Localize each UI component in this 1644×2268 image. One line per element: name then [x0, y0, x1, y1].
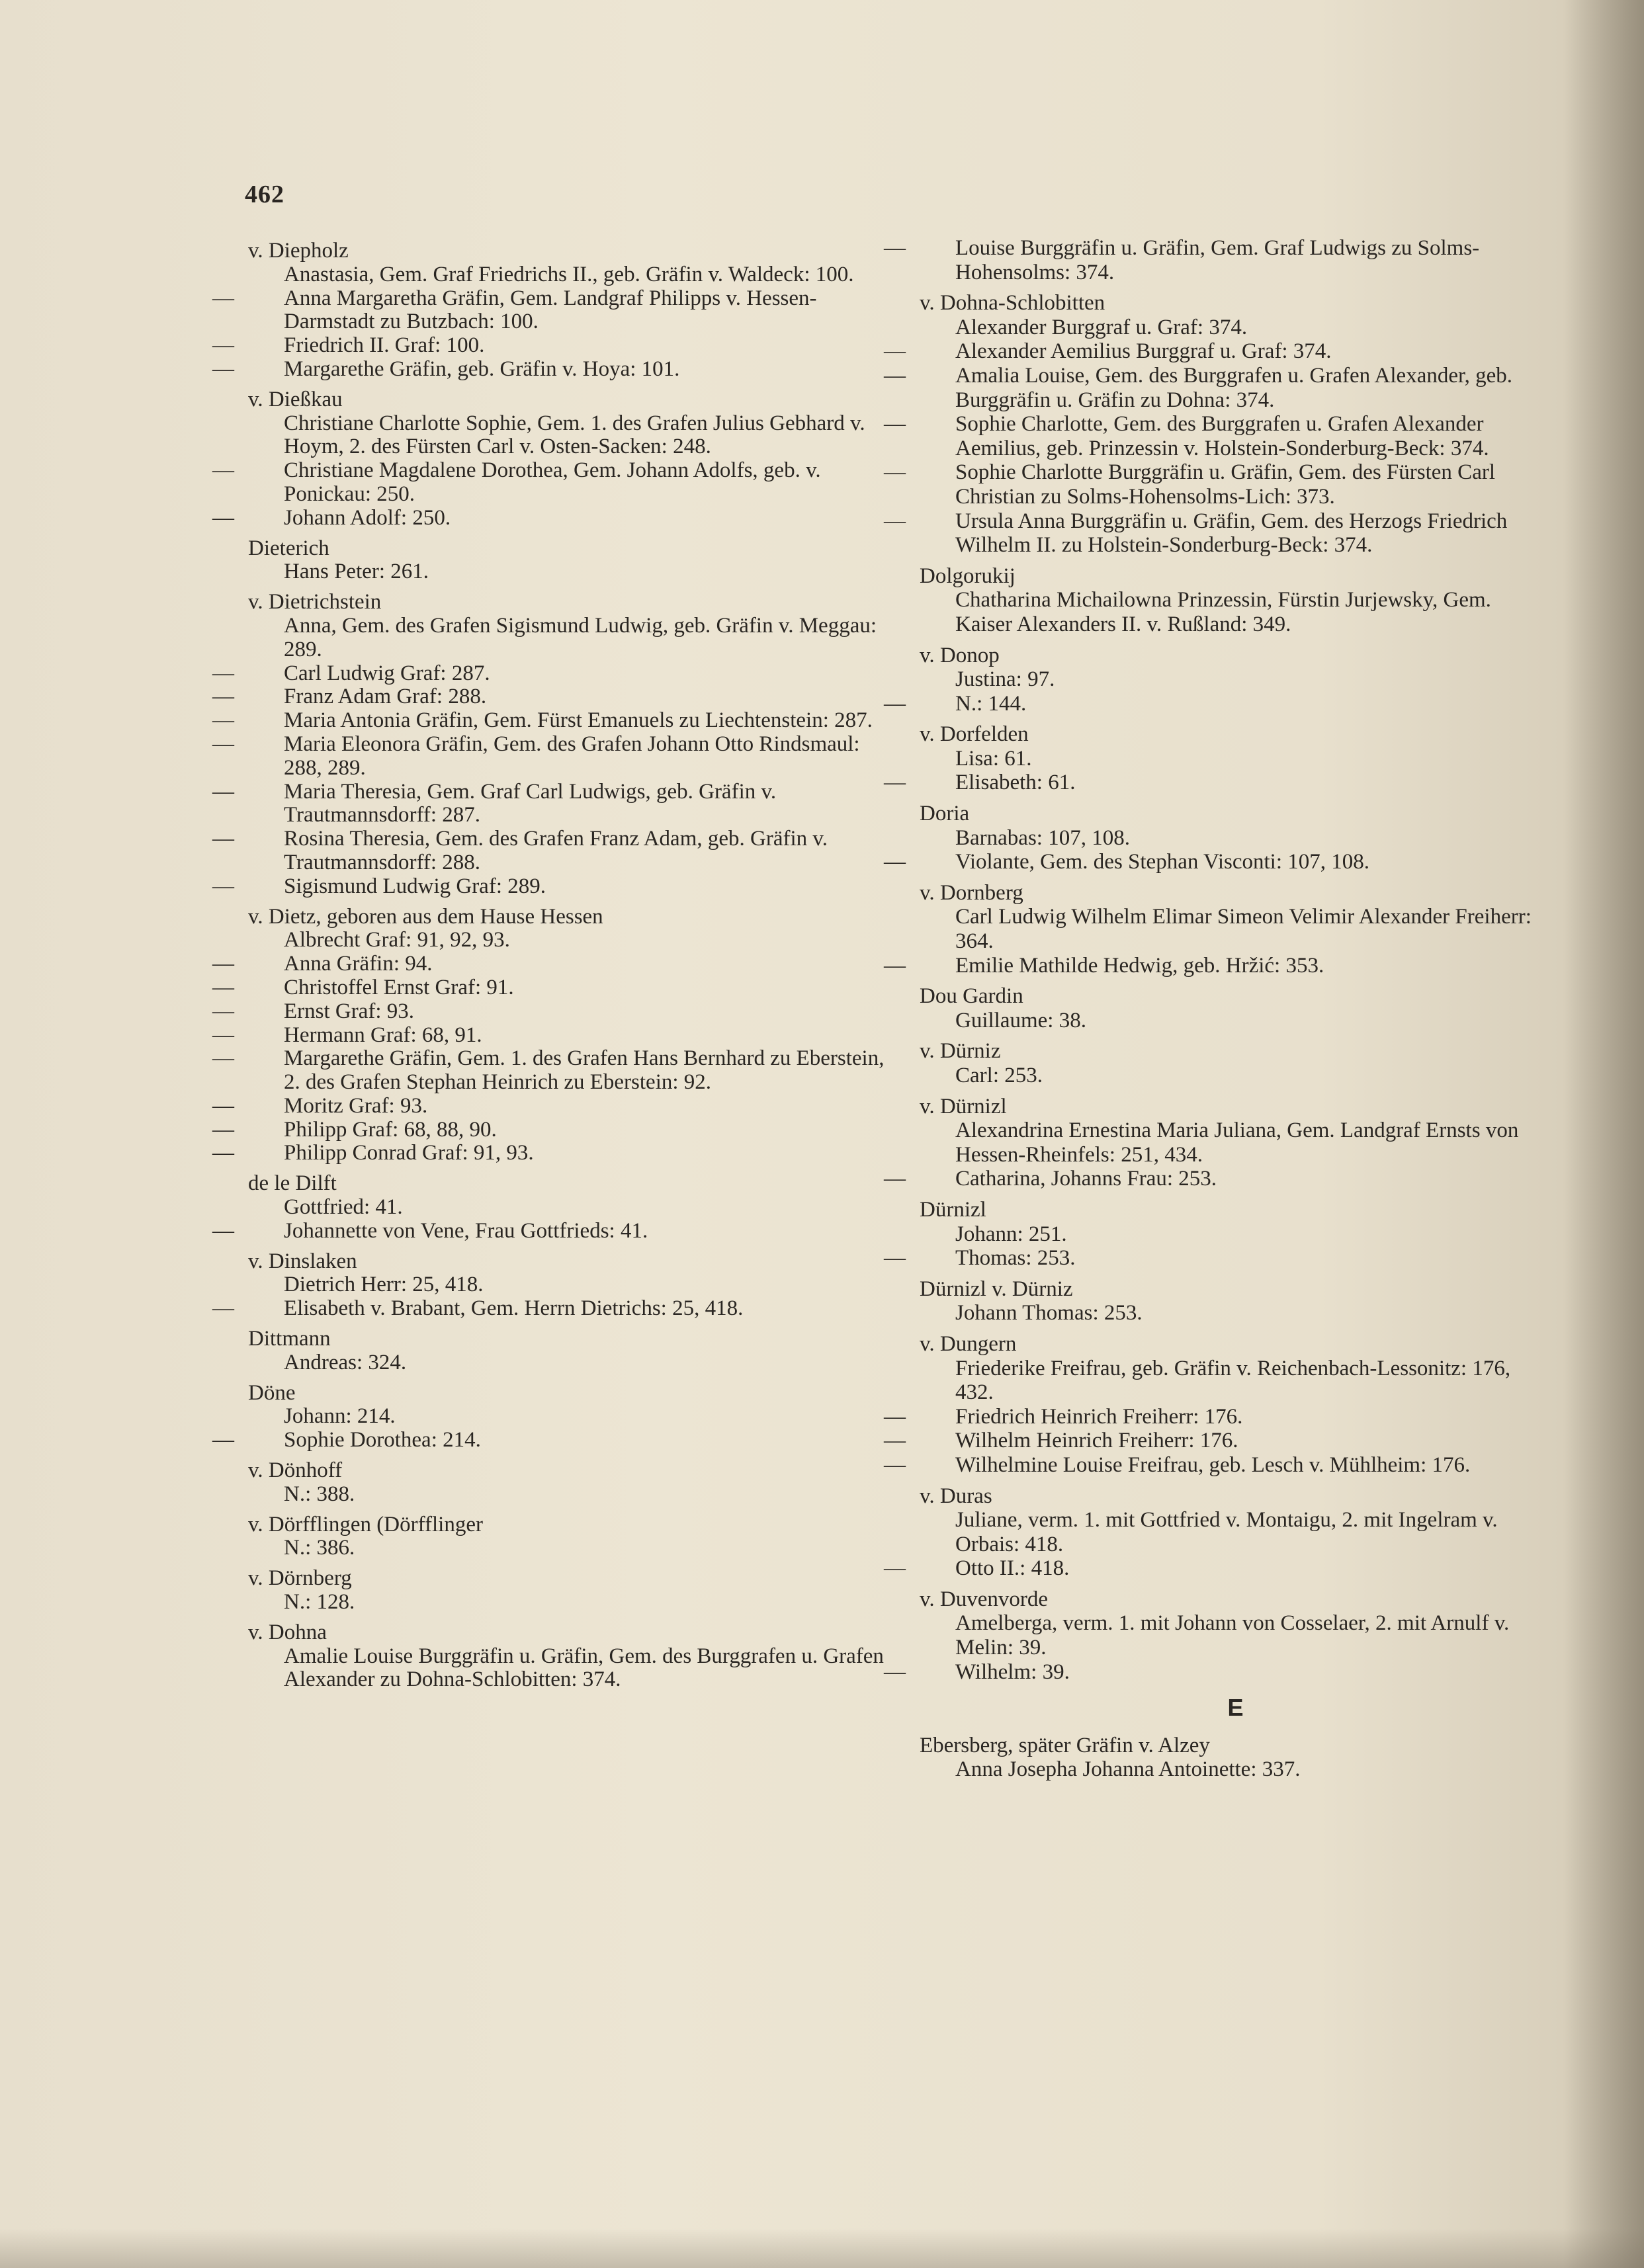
- entry-text: Moritz Graf: 93.: [284, 1093, 428, 1118]
- entry-heading: v. Dinslaken: [248, 1249, 357, 1273]
- entry-subline: [884, 363, 1551, 412]
- dash-marker: —: [884, 771, 906, 795]
- index-entry: [920, 1039, 1551, 1087]
- entry-heading: Dolgorukij: [920, 564, 1016, 588]
- index-entry: [884, 1197, 1551, 1271]
- dash-marker: —: [212, 1093, 234, 1118]
- entry-heading: v. Diepholz: [248, 239, 349, 263]
- entry-heading: v. Dießkau: [248, 387, 343, 411]
- entry-subline: [884, 850, 1551, 874]
- entry-subline: [884, 236, 1551, 284]
- entry-text: Carl: 253.: [955, 1064, 1043, 1087]
- index-entry: [212, 1171, 900, 1243]
- entry-subline: [212, 779, 900, 828]
- entry-subline: [212, 1046, 900, 1095]
- entry-subline: [212, 333, 900, 358]
- entry-subline: [248, 412, 900, 460]
- entry-subline: [248, 560, 900, 584]
- entry-heading: v. Dungern: [920, 1331, 1017, 1356]
- entry-heading: Doria: [920, 802, 970, 826]
- entry-text: Lisa: 61.: [955, 746, 1032, 771]
- index-entry: [884, 880, 1551, 978]
- entry-text: Amelberga, verm. 1. mit Johann von Cosselaer, 2. mit Arnulf v. Melin: 39.: [955, 1611, 1510, 1660]
- page-bottom-shadow: [0, 2228, 1644, 2268]
- entry-subline: [884, 1659, 1551, 1685]
- entry-subline: [920, 1611, 1551, 1659]
- dash-marker: —: [884, 236, 906, 260]
- entry-text: Friedrich Heinrich Freiherr: 176.: [955, 1404, 1243, 1429]
- entry-heading: v. Duras: [920, 1484, 992, 1508]
- page-number: 462: [245, 181, 284, 208]
- index-entry: [884, 1484, 1551, 1581]
- dash-marker: —: [884, 363, 906, 388]
- entry-text: Anna Josepha Johanna Antoinette: 337.: [955, 1757, 1301, 1782]
- entry-heading: Dieterich: [248, 536, 329, 560]
- entry-text: Rosina Theresia, Gem. des Grafen Franz Adam, geb. Gräfin v. Trautmannsdorff: 288.: [284, 827, 828, 874]
- index-entry: [884, 1331, 1551, 1478]
- entry-subline: [248, 1196, 900, 1220]
- entry-text: Ernst Graf: 93.: [284, 999, 415, 1023]
- dash-marker: —: [212, 1218, 234, 1243]
- dash-marker: —: [884, 1404, 906, 1429]
- section-letter: E: [1227, 1694, 1244, 1722]
- index-entry: [248, 537, 900, 585]
- entry-text: Violante, Gem. des Stephan Visconti: 107, 108.: [955, 850, 1370, 874]
- entry-heading: de le Dilft: [248, 1171, 337, 1196]
- entry-subline: [212, 952, 900, 976]
- entry-text: Sigismund Ludwig Graf: 289.: [284, 874, 546, 898]
- entry-subline: [884, 1246, 1551, 1271]
- entry-text: Johannette von Vene, Frau Gottfrieds: 41.: [284, 1218, 648, 1243]
- entry-subline: [212, 1141, 900, 1165]
- entry-subline: [248, 1591, 900, 1615]
- entry-heading: v. Duvenvorde: [920, 1587, 1048, 1611]
- entry-text: Otto II.: 418.: [955, 1556, 1070, 1581]
- dash-marker: —: [884, 339, 906, 364]
- entry-heading: Dou Gardin: [920, 984, 1023, 1009]
- entry-subline: [248, 614, 900, 662]
- left-column: [212, 239, 900, 1699]
- entry-subline: [920, 1222, 1551, 1247]
- entry-subline: [248, 1483, 900, 1507]
- entry-text: Anna, Gem. des Grafen Sigismund Ludwig, geb. Gräfin v. Meggau: 289.: [284, 613, 877, 661]
- entry-subline: [920, 1757, 1551, 1782]
- entry-text: Elisabeth v. Brabant, Gem. Herrn Dietrichs: 25, 418.: [284, 1296, 744, 1321]
- entry-subline: [920, 1357, 1551, 1405]
- dash-marker: —: [884, 1429, 906, 1453]
- index-entry: [248, 1621, 900, 1692]
- entry-subline: [920, 1009, 1551, 1033]
- entry-text: N.: 144.: [955, 691, 1027, 716]
- entry-subline: [920, 747, 1551, 771]
- dash-marker: —: [212, 1296, 234, 1321]
- entry-text: Maria Theresia, Gem. Graf Carl Ludwigs, geb. Gräfin v. Trautmannsdorff: 287.: [284, 779, 777, 827]
- entry-text: Philipp Conrad Graf: 91, 93.: [284, 1141, 534, 1165]
- entry-subline: [212, 458, 900, 507]
- entry-subline: [920, 1508, 1551, 1556]
- entry-text: Hermann Graf: 68, 91.: [284, 1023, 482, 1047]
- entry-text: Sophie Dorothea: 214.: [284, 1428, 481, 1452]
- entry-subline: [212, 357, 900, 382]
- entry-subline: [212, 661, 900, 686]
- page-edge-shadow: [1565, 0, 1644, 2268]
- entry-text: Johann: 251.: [955, 1222, 1067, 1246]
- dash-marker: —: [212, 827, 234, 851]
- dash-marker: —: [884, 1659, 906, 1684]
- index-entry: [920, 564, 1551, 637]
- entry-heading: v. Dornberg: [920, 880, 1023, 905]
- dash-marker: —: [212, 685, 234, 709]
- dash-marker: —: [884, 1452, 906, 1477]
- index-entry: [212, 239, 900, 382]
- entry-subline: [920, 826, 1551, 851]
- entry-text: Dietrich Herr: 25, 418.: [284, 1273, 484, 1297]
- entry-subline: [920, 905, 1551, 953]
- index-entry: [920, 1734, 1551, 1782]
- entry-subline: [884, 1167, 1551, 1191]
- entry-heading: v. Dietrichstein: [248, 590, 382, 614]
- entry-subline: [884, 1452, 1551, 1478]
- entry-text: Alexandrina Ernestina Maria Juliana, Gem. Landgraf Ernsts von Hessen-Rheinfels: 251, 434.: [955, 1118, 1519, 1167]
- entry-subline: [212, 1218, 900, 1243]
- entry-text: Gottfried: 41.: [284, 1195, 403, 1220]
- entry-heading: v. Dönhoff: [248, 1458, 343, 1483]
- entry-text: Johann Thomas: 253.: [955, 1301, 1143, 1325]
- dash-marker: —: [884, 691, 906, 716]
- entry-text: Wilhelmine Louise Freifrau, geb. Lesch v. Mühlheim: 176.: [955, 1452, 1471, 1477]
- entry-subline: [212, 1023, 900, 1048]
- entry-text: Justina: 97.: [955, 667, 1055, 692]
- entry-heading: v. Donop: [920, 643, 1000, 667]
- entry-subline: [884, 1404, 1551, 1429]
- entry-subline: [884, 1556, 1551, 1581]
- entry-subline: [248, 1351, 900, 1375]
- entry-heading: v. Dürnizl: [920, 1094, 1007, 1118]
- index-entry: [884, 1587, 1551, 1684]
- entry-text: Friederike Freifrau, geb. Gräfin v. Reichenbach-Lessonitz: 176, 432.: [955, 1356, 1511, 1405]
- index-entry: [248, 1567, 900, 1615]
- entry-heading: Dürnizl v. Dürniz: [920, 1277, 1073, 1301]
- entry-text: Louise Burggräfin u. Gräfin, Gem. Graf Ludwigs zu Solms-Hohensolms: 374.: [955, 236, 1480, 284]
- entry-subline: [920, 588, 1551, 636]
- dash-marker: —: [212, 779, 234, 804]
- entry-text: Maria Eleonora Gräfin, Gem. des Grafen Johann Otto Rindsmaul: 288, 289.: [284, 732, 860, 780]
- entry-subline: [884, 771, 1551, 795]
- entry-text: Thomas: 253.: [955, 1246, 1076, 1271]
- index-entry: [884, 722, 1551, 795]
- entry-text: Alexander Aemilius Burggraf u. Graf: 374.: [955, 339, 1332, 364]
- entry-subline: [212, 874, 900, 899]
- entry-text: Ursula Anna Burggräfin u. Gräfin, Gem. des Herzogs Friedrich Wilhelm II. zu Holstein-Sonderburg-Beck: 374.: [955, 509, 1508, 558]
- dash-marker: —: [212, 1117, 234, 1142]
- index-entry: [212, 1380, 900, 1452]
- entry-heading: Döne: [248, 1380, 296, 1405]
- entry-subline: [884, 1429, 1551, 1453]
- dash-marker: —: [884, 1556, 906, 1581]
- dash-marker: —: [212, 732, 234, 756]
- entry-heading: v. Dörfflingen (Dörfflinger: [248, 1512, 483, 1536]
- entry-heading: v. Dietz, geboren aus dem Hause Hessen: [248, 904, 603, 929]
- index-entry: [884, 802, 1551, 874]
- dash-marker: —: [212, 874, 234, 898]
- entry-subline: [212, 999, 900, 1024]
- entry-subline: [212, 732, 900, 780]
- entry-subline: [884, 509, 1551, 558]
- dash-marker: —: [884, 509, 906, 533]
- dash-marker: —: [884, 412, 906, 437]
- index-entry: [248, 1513, 900, 1561]
- entry-text: Catharina, Johanns Frau: 253.: [955, 1167, 1217, 1191]
- entry-text: Christiane Magdalene Dorothea, Gem. Johann Adolfs, geb. v. Ponickau: 250.: [284, 458, 821, 506]
- index-entry: [920, 984, 1551, 1032]
- entry-text: Sophie Charlotte, Gem. des Burggrafen u. Grafen Alexander Aemilius, geb. Prinzessin v. Holstein-Sonderburg-Beck: 374.: [955, 412, 1489, 460]
- dash-marker: —: [884, 1246, 906, 1271]
- index-entry: [212, 1249, 900, 1321]
- entry-subline: [920, 1118, 1551, 1167]
- entry-subline: [212, 1428, 900, 1452]
- entry-text: Franz Adam Graf: 288.: [284, 685, 487, 709]
- entry-text: Anastasia, Gem. Graf Friedrichs II., geb. Gräfin v. Waldeck: 100.: [284, 262, 854, 286]
- entry-text: Juliane, verm. 1. mit Gottfried v. Montaigu, 2. mit Ingelram v. Orbais: 418.: [955, 1508, 1498, 1556]
- entry-text: Wilhelm Heinrich Freiherr: 176.: [955, 1429, 1238, 1453]
- index-entry: [212, 387, 900, 530]
- entry-subline: [884, 412, 1551, 460]
- entry-subline: [212, 286, 900, 335]
- section-entries: [920, 1734, 1551, 1782]
- entry-subline: [920, 315, 1551, 340]
- entry-subline: [920, 1301, 1551, 1325]
- entry-text: Wilhelm: 39.: [955, 1659, 1070, 1684]
- entry-heading: v. Dörnberg: [248, 1566, 352, 1591]
- index-entry: [920, 1277, 1551, 1325]
- entry-heading: Dittmann: [248, 1327, 331, 1351]
- entry-subline: [212, 505, 900, 530]
- entry-text: Albrecht Graf: 91, 92, 93.: [284, 928, 510, 952]
- entry-subline: [212, 1093, 900, 1118]
- entry-text: Friedrich II. Graf: 100.: [284, 333, 485, 358]
- index-entry: [212, 904, 900, 1166]
- entry-heading: v. Dorfelden: [920, 722, 1029, 747]
- entry-heading: Dürnizl: [920, 1197, 986, 1222]
- dash-marker: —: [212, 952, 234, 976]
- entry-text: Johann Adolf: 250.: [284, 505, 451, 530]
- dash-marker: —: [212, 458, 234, 483]
- entry-text: Christiane Charlotte Sophie, Gem. 1. des Grafen Julius Gebhard v. Hoym, 2. des Fürsten Carl v. Osten-Sacken: 248.: [284, 411, 865, 459]
- entry-text: Hans Peter: 261.: [284, 560, 429, 584]
- entry-text: N.: 388.: [284, 1482, 355, 1506]
- entry-subline: [884, 339, 1551, 364]
- dash-marker: —: [212, 975, 234, 999]
- entry-subline: [248, 1645, 900, 1693]
- entry-subline: [248, 929, 900, 952]
- entry-text: N.: 128.: [284, 1590, 355, 1615]
- entry-text: Amalia Louise, Gem. des Burggrafen u. Grafen Alexander, geb. Burggräfin u. Gräfin zu Dohna: 374.: [955, 363, 1513, 412]
- entry-heading: v. Dürniz: [920, 1039, 1001, 1064]
- entry-text: Margarethe Gräfin, Gem. 1. des Grafen Hans Bernhard zu Eberstein, 2. des Grafen Stephan Heinrich zu Eberstein: 92.: [284, 1046, 885, 1095]
- dash-marker: —: [212, 1428, 234, 1452]
- entry-subline: [212, 1117, 900, 1142]
- index-entry: [884, 1094, 1551, 1191]
- dash-marker: —: [212, 357, 234, 381]
- index-entry: [884, 236, 1551, 284]
- entry-text: Emilie Mathilde Hedwig, geb. Hržić: 353.: [955, 953, 1324, 978]
- entry-text: Philipp Graf: 68, 88, 90.: [284, 1117, 497, 1142]
- entry-text: Maria Antonia Gräfin, Gem. Fürst Emanuels zu Liechtenstein: 287.: [284, 708, 873, 733]
- entry-subline: [884, 953, 1551, 978]
- entry-text: Guillaume: 38.: [955, 1008, 1086, 1032]
- dash-marker: —: [884, 1167, 906, 1191]
- entry-heading: v. Dohna-Schlobitten: [920, 291, 1105, 315]
- index-entry: [212, 590, 900, 898]
- right-column-entries: [884, 236, 1551, 1684]
- entry-subline: [248, 263, 900, 287]
- entry-text: Anna Margaretha Gräfin, Gem. Landgraf Philipps v. Hessen-Darmstadt zu Butzbach: 100.: [284, 286, 817, 334]
- entry-subline: [212, 685, 900, 709]
- index-entry: [248, 1327, 900, 1375]
- entry-subline: [212, 1296, 900, 1321]
- entry-text: Barnabas: 107, 108.: [955, 825, 1130, 850]
- dash-marker: —: [212, 1141, 234, 1165]
- dash-marker: —: [212, 1046, 234, 1071]
- entry-subline: [212, 975, 900, 1000]
- entry-text: Elisabeth: 61.: [955, 771, 1076, 795]
- entry-text: Andreas: 324.: [284, 1350, 407, 1374]
- entry-subline: [920, 667, 1551, 692]
- entry-text: Amalie Louise Burggräfin u. Gräfin, Gem. des Burggrafen u. Grafen Alexander zu Dohna-Schlobitten: 374.: [284, 1644, 884, 1692]
- entry-subline: [884, 691, 1551, 716]
- entry-heading: Ebersberg, später Gräfin v. Alzey: [920, 1733, 1210, 1757]
- entry-text: Christoffel Ernst Graf: 91.: [284, 975, 514, 999]
- dash-marker: —: [212, 661, 234, 685]
- index-entry: [884, 643, 1551, 716]
- entry-text: Anna Gräfin: 94.: [284, 952, 433, 976]
- dash-marker: —: [212, 999, 234, 1023]
- entry-text: Carl Ludwig Wilhelm Elimar Simeon Velimir Alexander Freiherr: 364.: [955, 905, 1532, 954]
- entry-subline: [248, 1405, 900, 1429]
- dash-marker: —: [212, 333, 234, 358]
- dash-marker: —: [884, 850, 906, 874]
- dash-marker: —: [212, 708, 234, 733]
- dash-marker: —: [212, 1023, 234, 1047]
- entry-subline: [884, 460, 1551, 509]
- entry-subline: [212, 827, 900, 875]
- entry-text: Chatharina Michailowna Prinzessin, Fürstin Jurjewsky, Gem. Kaiser Alexanders II. v. Rußland: 349.: [955, 588, 1491, 636]
- entry-subline: [920, 1064, 1551, 1088]
- right-column: [884, 236, 1551, 1788]
- dash-marker: —: [212, 505, 234, 530]
- entry-heading: v. Dohna: [248, 1620, 327, 1644]
- entry-text: Johann: 214.: [284, 1404, 396, 1429]
- entry-text: Alexander Burggraf u. Graf: 374.: [955, 315, 1248, 339]
- entry-text: Margarethe Gräfin, geb. Gräfin v. Hoya: 101.: [284, 357, 680, 381]
- index-entry: [884, 291, 1551, 558]
- dash-marker: —: [884, 460, 906, 485]
- index-entry: [248, 1459, 900, 1507]
- entry-subline: [212, 708, 900, 733]
- entry-text: Carl Ludwig Graf: 287.: [284, 661, 490, 685]
- entry-text: N.: 386.: [284, 1536, 355, 1560]
- dash-marker: —: [884, 953, 906, 978]
- entry-subline: [248, 1273, 900, 1297]
- dash-marker: —: [212, 286, 234, 310]
- entry-subline: [248, 1536, 900, 1560]
- entry-text: Sophie Charlotte Burggräfin u. Gräfin, Gem. des Fürsten Carl Christian zu Solms-Hohensolms-Lich: 373.: [955, 460, 1495, 509]
